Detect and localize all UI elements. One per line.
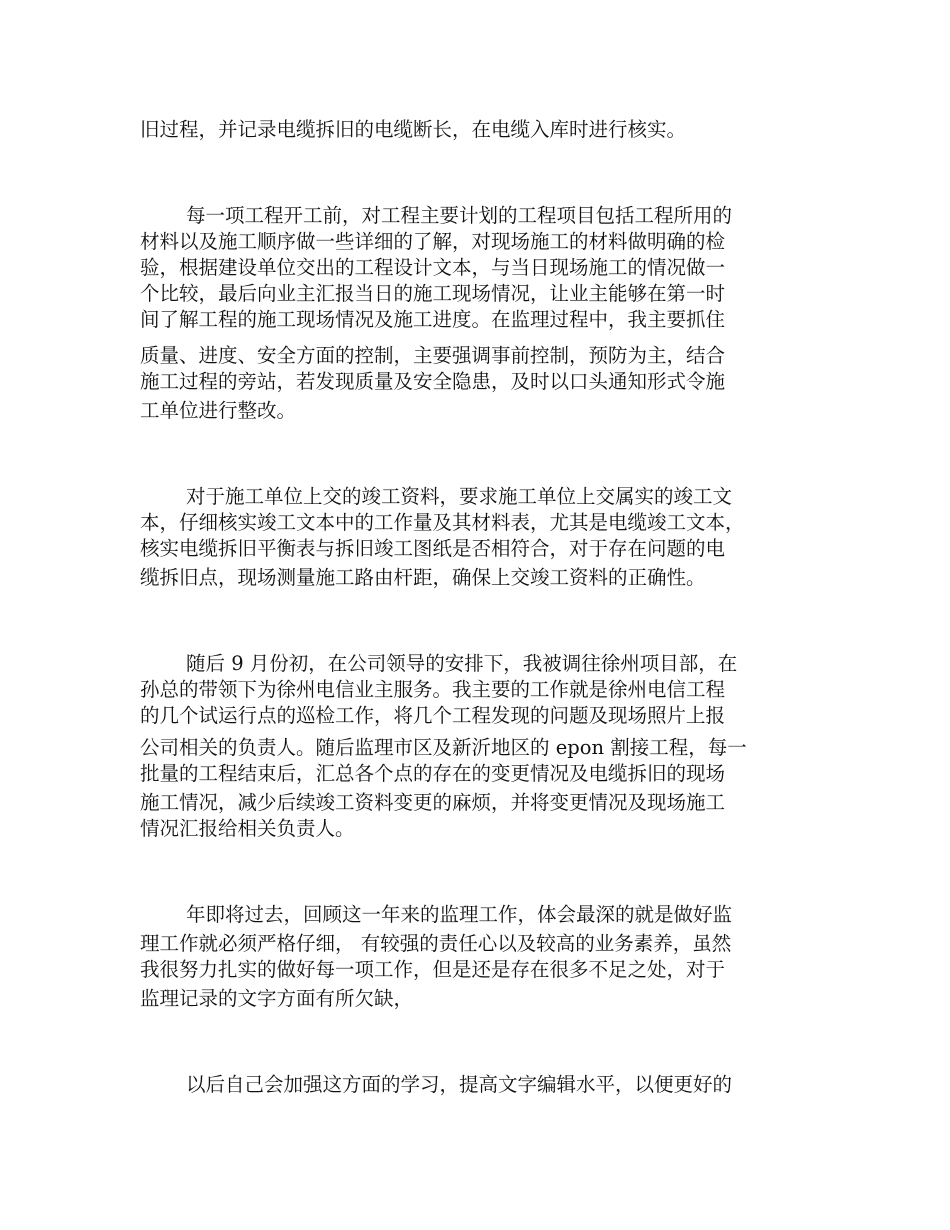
text-line: 个比较，最后向业主汇报当日的施工现场情况，让业主能够在第一时 bbox=[140, 282, 726, 305]
text-line: 随后 9 月份初，在公司领导的安排下，我被调往徐州项目部，在 bbox=[186, 652, 738, 675]
text-line: 公司相关的负责人。随后监理市区及新沂地区的 epon 割接工程，每一 bbox=[140, 736, 747, 759]
text-line: 情况汇报给相关负责人。 bbox=[140, 817, 355, 840]
text-line: 旧过程，并记录电缆拆旧的电缆断长，在电缆入库时进行核实。 bbox=[140, 118, 687, 141]
text-line: 间了解工程的施工现场情况及施工进度。在监理过程中，我主要抓住 bbox=[140, 308, 726, 331]
text-line: 批量的工程结束后，汇总各个点的存在的变更情况及电缆拆旧的现场 bbox=[140, 762, 726, 785]
text-line: 对于施工单位上交的竣工资料，要求施工单位上交属实的竣工文 bbox=[186, 485, 733, 508]
text-line: 材料以及施工顺序做一些详细的了解，对现场施工的材料做明确的检 bbox=[140, 230, 726, 253]
text-line: 验，根据建设单位交出的工程设计文本，与当日现场施工的情况做一 bbox=[140, 256, 726, 279]
text-line: 年即将过去，回顾这一年来的监理工作，体会最深的就是做好监 bbox=[186, 903, 733, 926]
text-line: 我很努力扎实的做好每一项工作，但是还是存在很多不足之处，对于 bbox=[140, 958, 726, 981]
text-line: 施工情况，减少后续竣工资料变更的麻烦，并将变更情况及现场施工 bbox=[140, 791, 726, 814]
text-line: 的几个试运行点的巡检工作，将几个工程发现的问题及现场照片上报 bbox=[140, 704, 726, 727]
text-line: 核实电缆拆旧平衡表与拆旧竣工图纸是否相符合，对于存在问题的电 bbox=[140, 537, 726, 560]
text-line: 每一项工程开工前，对工程主要计划的工程项目包括工程所用的 bbox=[186, 204, 733, 227]
text-line: 监理记录的文字方面有所欠缺， bbox=[140, 987, 414, 1010]
text-line: 施工过程的旁站，若发现质量及安全隐患，及时以口头通知形式令施 bbox=[140, 370, 726, 393]
text-line: 本，仔细核实竣工文本中的工作量及其材料表，尤其是电缆竣工文本， bbox=[140, 511, 745, 534]
text-line: 以后自己会加强这方面的学习，提高文字编辑水平，以便更好的 bbox=[186, 1073, 733, 1096]
text-line: 理工作就必须严格仔细， 有较强的责任心以及较高的业务素养，虽然 bbox=[140, 932, 732, 955]
text-line: 缆拆旧点，现场测量施工路由杆距，确保上交竣工资料的正确性。 bbox=[140, 566, 706, 589]
text-line: 质量、进度、安全方面的控制，主要强调事前控制，预防为主，结合 bbox=[140, 344, 726, 367]
text-line: 孙总的带领下为徐州电信业主服务。我主要的工作就是徐州电信工程 bbox=[140, 678, 726, 701]
text-line: 工单位进行整改。 bbox=[140, 399, 297, 422]
